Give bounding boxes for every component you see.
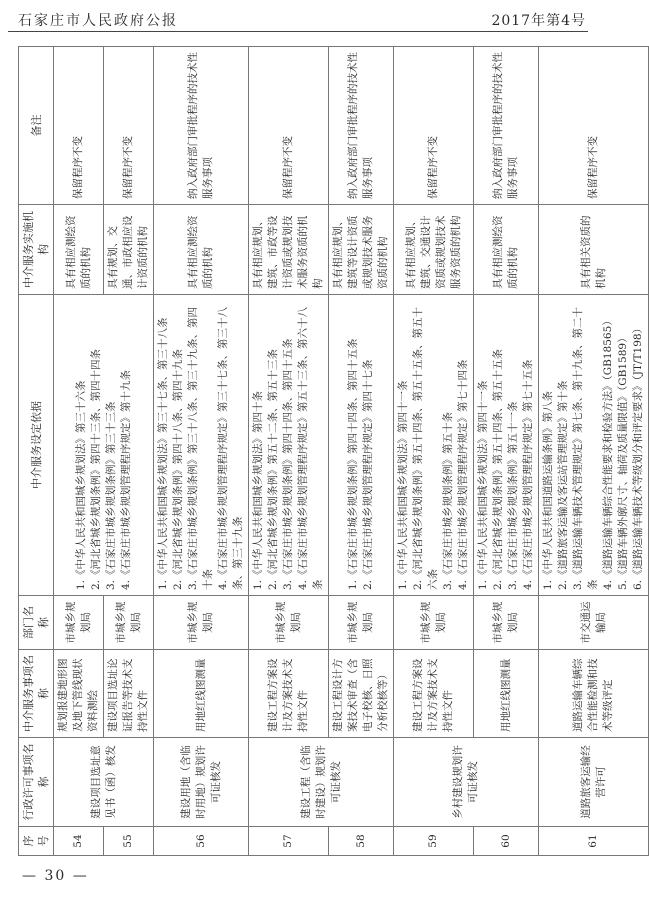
row-number: 57 bbox=[249, 827, 329, 856]
basis-item: 2.《河北省城乡规划条例》第五十四条、第五十五条 bbox=[492, 348, 504, 590]
department: 市城乡规划局 bbox=[329, 596, 394, 650]
note: 保留程序不变 bbox=[249, 47, 329, 205]
legal-basis bbox=[474, 295, 539, 596]
col-header-service: 中介服务事项名称 bbox=[19, 650, 54, 738]
intermediary-services-table bbox=[18, 46, 649, 856]
implementing-agency: 具有相应测绘资质的机构 bbox=[154, 205, 249, 295]
service-name: 规划报建地形图及地下管线现状资料测绘 bbox=[54, 650, 104, 738]
row-number: 58 bbox=[329, 827, 394, 856]
legal-basis bbox=[249, 295, 329, 596]
basis-item: 2.《河北省城乡规划条例》第五十四条、第五十五条、第五十六条 bbox=[412, 306, 439, 590]
basis-item: 4.《石家庄市城乡规划管理程序规定》第七十五条 bbox=[522, 359, 534, 590]
basis-item: 2.《石家庄市城乡规划管理程序规定》第四十七条 bbox=[362, 359, 374, 590]
implementing-agency: 具有相应规划、建筑等设计资质或规划技术服务资质的机构 bbox=[329, 205, 394, 295]
row-number: 54 bbox=[54, 827, 104, 856]
service-name: 建设工程方案设计及方案技术支持性文件 bbox=[249, 650, 329, 738]
table-row bbox=[474, 47, 539, 856]
table-row bbox=[249, 47, 329, 856]
basis-item: 1.《中华人民共和国城乡规划法》第三十七条、第三十八条 bbox=[157, 317, 169, 590]
service-name: 建设工程设计方案技术审查（含电子校核、日照分析校核等） bbox=[329, 650, 394, 738]
department: 市城乡规划局 bbox=[154, 596, 249, 650]
permit-name: 道路旅客运输经营许可 bbox=[539, 738, 649, 827]
basis-item: 1.《石家庄市城乡规划条例》第四十四条、第四十五条 bbox=[347, 338, 359, 590]
service-name: 用地红线图测量 bbox=[154, 650, 249, 738]
header-rule bbox=[8, 31, 588, 32]
col-header-dept: 部门名称 bbox=[19, 596, 54, 650]
implementing-agency: 具有相应规划、建筑、市政等设计资质或规划技术服务资质的机构 bbox=[249, 205, 329, 295]
basis-item: 2.《河北省城乡规划条例》第五十二条、第五十三条 bbox=[267, 348, 279, 590]
col-header-permit: 行政许可事项名称 bbox=[19, 738, 54, 827]
permit-name: 建设工程（含临时建设）规划许可证核发 bbox=[249, 738, 394, 827]
basis-item: 3.《石家庄市城乡规划条例》第三十八条、第三十九条、第四十条 bbox=[187, 306, 214, 590]
basis-item: 1.《中华人民共和国城乡规划法》第四十一条 bbox=[397, 380, 409, 590]
note: 保留程序不变 bbox=[54, 47, 104, 205]
basis-item: 2.《河北省城乡规划条例》第四十三条、第四十四条 bbox=[89, 348, 102, 590]
legal-basis bbox=[54, 295, 154, 596]
rotated-table-container bbox=[18, 47, 644, 856]
basis-item: 3.《石家庄市城乡规划条例》第四十四条、第四十五条 bbox=[282, 338, 294, 590]
table-row bbox=[539, 47, 649, 856]
legal-basis bbox=[394, 295, 474, 596]
page-number: — 30 — bbox=[22, 868, 89, 884]
department: 市交通运输局 bbox=[539, 596, 649, 650]
row-number: 61 bbox=[539, 827, 649, 856]
issue-number: 2017年第4号 bbox=[491, 13, 586, 29]
legal-basis bbox=[329, 295, 394, 596]
implementing-agency: 具有相应测绘资质的机构 bbox=[54, 205, 104, 295]
col-header-basis: 中介服务设定依据 bbox=[19, 295, 54, 596]
table-row bbox=[54, 47, 104, 856]
row-number: 59 bbox=[394, 827, 474, 856]
department: 市城乡规划局 bbox=[394, 596, 474, 650]
note: 纳入政府部门审批程序的技术性服务事项 bbox=[154, 47, 249, 205]
col-header-no: 序号 bbox=[19, 827, 54, 856]
basis-item: 6.《道路运输车辆技术等级划分和评定要求》（JT/T198） bbox=[632, 322, 644, 590]
basis-item: 1.《中华人民共和国道路运输条例》第八条 bbox=[542, 390, 554, 590]
department: 市城乡规划局 bbox=[104, 596, 154, 650]
basis-item: 2.《道路旅客运输及客运站管理规定》第十条 bbox=[557, 380, 569, 590]
implementing-agency: 具有规划、交通、市政相应设计资质的机构 bbox=[104, 205, 154, 295]
publication-title: 石家庄市人民政府公报 bbox=[18, 13, 178, 29]
legal-basis bbox=[539, 295, 649, 596]
col-header-note: 备注 bbox=[19, 47, 54, 205]
note: 纳入政府部门审批程序的技术性服务事项 bbox=[329, 47, 394, 205]
table-header-row bbox=[19, 47, 54, 856]
table-row bbox=[329, 47, 394, 856]
department: 市城乡规划局 bbox=[474, 596, 539, 650]
note: 纳入政府部门审批程序的技术性服务事项 bbox=[474, 47, 539, 205]
service-name: 道路运输车辆综合性能检测和技术等级评定 bbox=[539, 650, 649, 738]
row-number: 60 bbox=[474, 827, 539, 856]
basis-item: 4.《道路运输车辆综合性能要求和检验方法》（GB18565） bbox=[602, 315, 614, 590]
implementing-agency: 具有相应规划、建筑、交通设计资质或规划技术服务资质的机构 bbox=[394, 205, 474, 295]
service-name: 建设项目选址论证报告等技术支持性文件 bbox=[104, 650, 154, 738]
permit-name: 乡村建设规划许可证核发 bbox=[394, 738, 539, 827]
row-number: 56 bbox=[154, 827, 249, 856]
note: 保留程序不变 bbox=[394, 47, 474, 205]
table-row bbox=[154, 47, 249, 856]
note: 保留程序不变 bbox=[539, 47, 649, 205]
note: 保留程序不变 bbox=[104, 47, 154, 205]
basis-item: 4.《石家庄市城乡规划管理程序规定》第十九条 bbox=[119, 369, 132, 590]
permit-name: 建设用地（含临时用地）规划许可证核发 bbox=[154, 738, 249, 827]
basis-item: 4.《石家庄市城乡规划管理程序规定》第五十三条、第六十八条 bbox=[297, 306, 324, 590]
basis-item: 1.《中华人民共和国城乡规划法》第四十条 bbox=[252, 390, 264, 590]
service-name: 用地红线图测量 bbox=[474, 650, 539, 738]
basis-item: 3.《石家庄市城乡规划条例》第五十条 bbox=[442, 411, 454, 590]
department: 市城乡规划局 bbox=[249, 596, 329, 650]
implementing-agency: 具有相应测绘资质的机构 bbox=[474, 205, 539, 295]
basis-item: 4.《石家庄市城乡规划管理程序规定》第三十七条、第三十八条、第三十九条 bbox=[217, 306, 244, 590]
basis-item: 1.《中华人民共和国城乡规划法》第四十一条 bbox=[477, 380, 489, 590]
basis-item: 2.《河北省城乡规划条例》第四十八条、第四十九条 bbox=[172, 348, 184, 590]
row-number: 55 bbox=[104, 827, 154, 856]
permit-name: 建设项目选址意见书（函）核发 bbox=[54, 738, 154, 827]
col-header-agency: 中介服务实施机构 bbox=[19, 205, 54, 295]
basis-item: 3.《道路运输车辆技术管理规定》第七条、第十九条、第二十条 bbox=[572, 306, 599, 590]
table-row bbox=[394, 47, 474, 856]
implementing-agency: 具有相关资质的机构 bbox=[539, 205, 649, 295]
basis-item: 5.《道路车辆外廓尺寸、轴荷及质量限值》（GB1589） bbox=[617, 332, 629, 590]
basis-item: 3.《石家庄市城乡规划条例》第三十三条 bbox=[104, 401, 117, 590]
department: 市城乡规划局 bbox=[54, 596, 104, 650]
basis-item: 1.《中华人民共和国城乡规划法》第三十六条 bbox=[74, 380, 87, 590]
basis-item: 3.《石家庄市城乡规划条例》第五十一条 bbox=[507, 401, 519, 590]
legal-basis bbox=[154, 295, 249, 596]
basis-item: 4.《石家庄市城乡规划管理程序规定》第七十四条 bbox=[457, 359, 469, 590]
service-name: 建设工程方案设计及方案技术支持性文件 bbox=[394, 650, 474, 738]
